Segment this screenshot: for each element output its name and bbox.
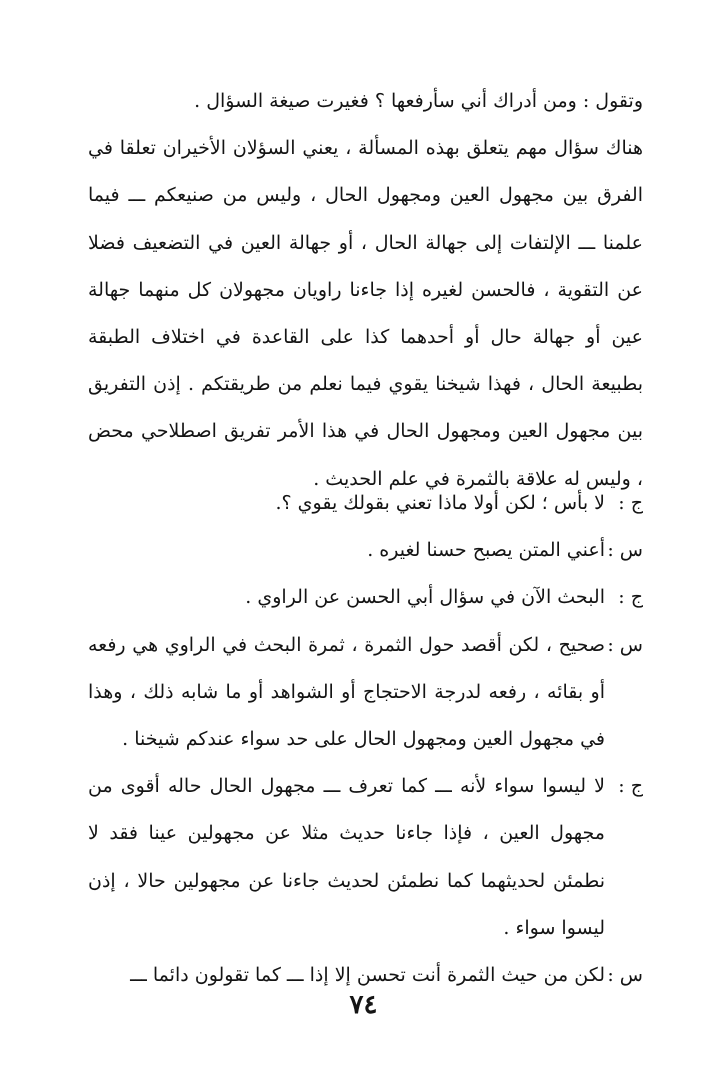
- speech-text: صحيح ، لكن أقصد حول الثمرة ، ثمرة البحث في الراوي هي رفعه أو بقائه ، رفعه لدرجة الاحتجاج أو الشواهد أو ما شابه ذلك ، وهذا في مجهول العين ومجهول الحال على حد سواء عندكم شيخنا .: [88, 633, 605, 751]
- speech-text: لا بأس ؛ لكن أولا ماذا تعني بقولك يقوي ؟.: [275, 492, 605, 514]
- intro-line: وتقول : ومن أدراك أني سأرفعها ؟ فغيرت صيغة السؤال .: [194, 90, 643, 112]
- dialog-entry: [88, 622, 643, 764]
- dialog-entry: [88, 574, 643, 621]
- speech-text: البحث الآن في سؤال أبي الحسن عن الراوي .: [245, 586, 605, 609]
- dialog-entry: [88, 527, 643, 574]
- intro-paragraph: هناك سؤال مهم يتعلق بهذه المسألة ، يعني السؤلان الأخيران تعلقا في الفرق بين مجهول العين ومجهول الحال ، وليس من صنيعكم ـــ فيما علمنا ـــ الإلتفات إلى جهالة الحال ، أو جهالة العين في التضعيف فضلا عن التقوية ، فالحسن لغيره إذا جاءنا راويان مجهولان كل منهما جهالة عين أو جهالة حال أو أحدهما كذا على القاعدة في اختلاف الطبقة بطبيعة الحال ، فهذا شيخنا يقوي فيما نعلم من طريقتكم . إذن التفريق بين مجهول العين ومجهول الحال في هذا الأمر تفريق اصطلاحي محض ، وليس له علاقة بالثمرة في علم الحديث .: [88, 137, 643, 490]
- speech-text: أعني المتن يصبح حسنا لغيره .: [367, 539, 605, 562]
- intro-section: [88, 78, 643, 503]
- speaker-label: س :: [607, 964, 643, 987]
- speech-text: لكن من حيث الثمرة أنت تحسن إلا إذا ـــ كما تقولون دائما ـــ: [130, 964, 605, 987]
- speaker-label: ج :: [618, 775, 643, 798]
- speech-text: لا ليسوا سواء لأنه ـــ كما تعرف ـــ مجهول الحال حاله أقوى من مجهول العين ، فإذا جاءنا حديث مثلا عن مجهولين عينا فقد لا نطمئن لحديثهما كما نطمئن لحديث جاءنا عن مجهولين حالا ، إذن ليسوا سواء .: [88, 775, 605, 939]
- speaker-label: ج :: [618, 586, 643, 609]
- speaker-label: ج :: [618, 492, 643, 514]
- dialog-entry: [88, 763, 643, 952]
- page-number: ٧٤: [349, 990, 378, 1020]
- speaker-label: س :: [607, 539, 643, 562]
- dialog-section: [88, 480, 643, 999]
- dialog-entry: [88, 480, 643, 527]
- speaker-label: س :: [607, 633, 643, 656]
